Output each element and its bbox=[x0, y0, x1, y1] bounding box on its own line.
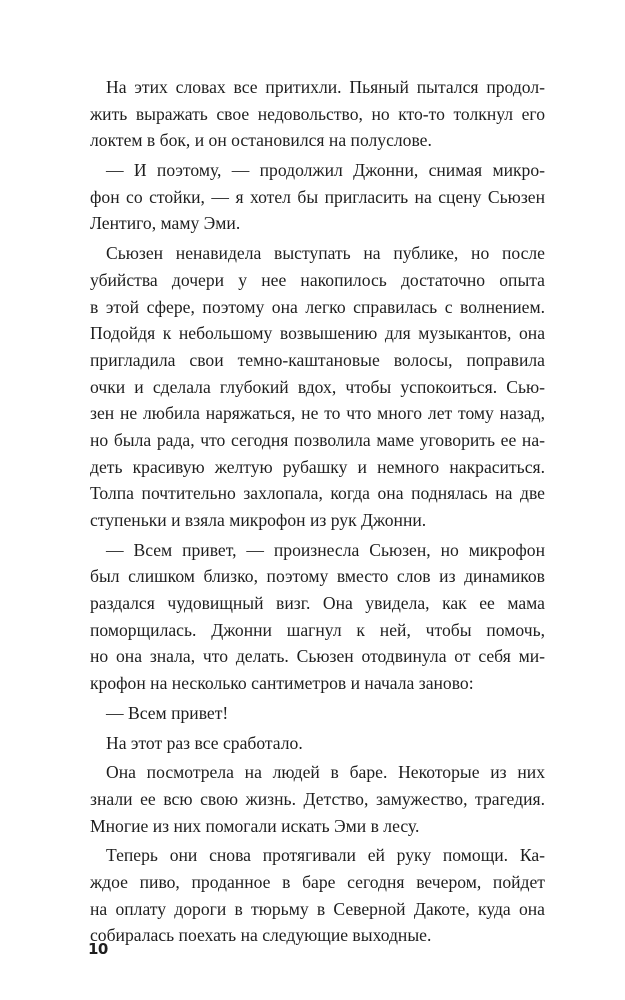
text-line: — Всем привет, — произнесла Сьюзен, но микрофон bbox=[106, 539, 545, 560]
text-line: очки и сделала глубокий вдох, чтобы успокоиться. Сью- bbox=[90, 376, 545, 397]
text-line: Лентиго, маму Эми. bbox=[90, 213, 241, 234]
text-line: зен не любила наряжаться, не то что много лет тому назад, bbox=[90, 403, 545, 424]
text-line: Сьюзен ненавидела выступать на публике, но после bbox=[106, 243, 545, 264]
text-line: Многие из них помогали искать Эми в лесу. bbox=[90, 815, 420, 836]
text-line: поморщилась. Джонни шагнул к ней, чтобы помочь, bbox=[90, 619, 545, 640]
text-line: На этих словах все притихли. Пьяный пытался продол- bbox=[106, 77, 545, 97]
text-line: жить выражать свое недовольство, но кто-то толкнул его bbox=[90, 103, 545, 124]
text-line: но она знала, что делать. Сьюзен отодвинула от себя ми- bbox=[90, 646, 545, 667]
text-line: Толпа почтительно захлопала, когда она поднялась на две bbox=[90, 483, 545, 504]
text-line: ждое пиво, проданное в баре сегодня вечером, пойдет bbox=[90, 871, 545, 892]
text-line: Теперь они снова протягивали ей руку помощи. Ка- bbox=[106, 845, 545, 866]
text-line: локтем в бок, и он остановился на полуслове. bbox=[90, 130, 432, 151]
text-line: был слишком близко, поэтому вместо слов из динамиков bbox=[90, 566, 545, 587]
text-line: деть красивую желтую рубашку и немного накраситься. bbox=[90, 456, 545, 477]
text-line: раздался чудовищный визг. Она увидела, как ее мама bbox=[90, 593, 545, 614]
text-line: на оплату дороги в тюрьму в Северной Дакоте, куда она bbox=[90, 898, 545, 919]
text-line: — Всем привет! bbox=[106, 702, 229, 723]
text-line: но была рада, что сегодня позволила маме уговорить ее на- bbox=[90, 429, 545, 450]
text-line: На этот раз все сработало. bbox=[106, 732, 303, 753]
text-line: фон со стойки, — я хотел бы пригласить на сцену Сьюзен bbox=[90, 186, 545, 207]
text-line: знали ее всю свою жизнь. Детство, замужество, трагедия. bbox=[90, 788, 545, 809]
text-line: пригладила свои темно-каштановые волосы, поправила bbox=[90, 349, 545, 370]
text-line: Подойдя к небольшому возвышению для музыкантов, она bbox=[90, 323, 545, 344]
text-line: в этой сфере, поэтому она легко справилась с волнением. bbox=[90, 296, 545, 317]
text-line: ступеньки и взяла микрофон из рук Джонни. bbox=[90, 510, 427, 530]
text-line: крофон на несколько сантиметров и начала заново: bbox=[90, 673, 474, 694]
text-line: Она посмотрела на людей в баре. Некоторые из них bbox=[106, 762, 545, 783]
text-line: собиралась поехать на следующие выходные. bbox=[90, 925, 432, 946]
page-number: 10 bbox=[88, 940, 108, 958]
body-text bbox=[90, 74, 545, 949]
text-line: — И поэтому, — продолжил Джонни, снимая микро- bbox=[106, 160, 545, 181]
text-line: убийства дочери у нее накопилось достаточно опыта bbox=[90, 269, 545, 290]
